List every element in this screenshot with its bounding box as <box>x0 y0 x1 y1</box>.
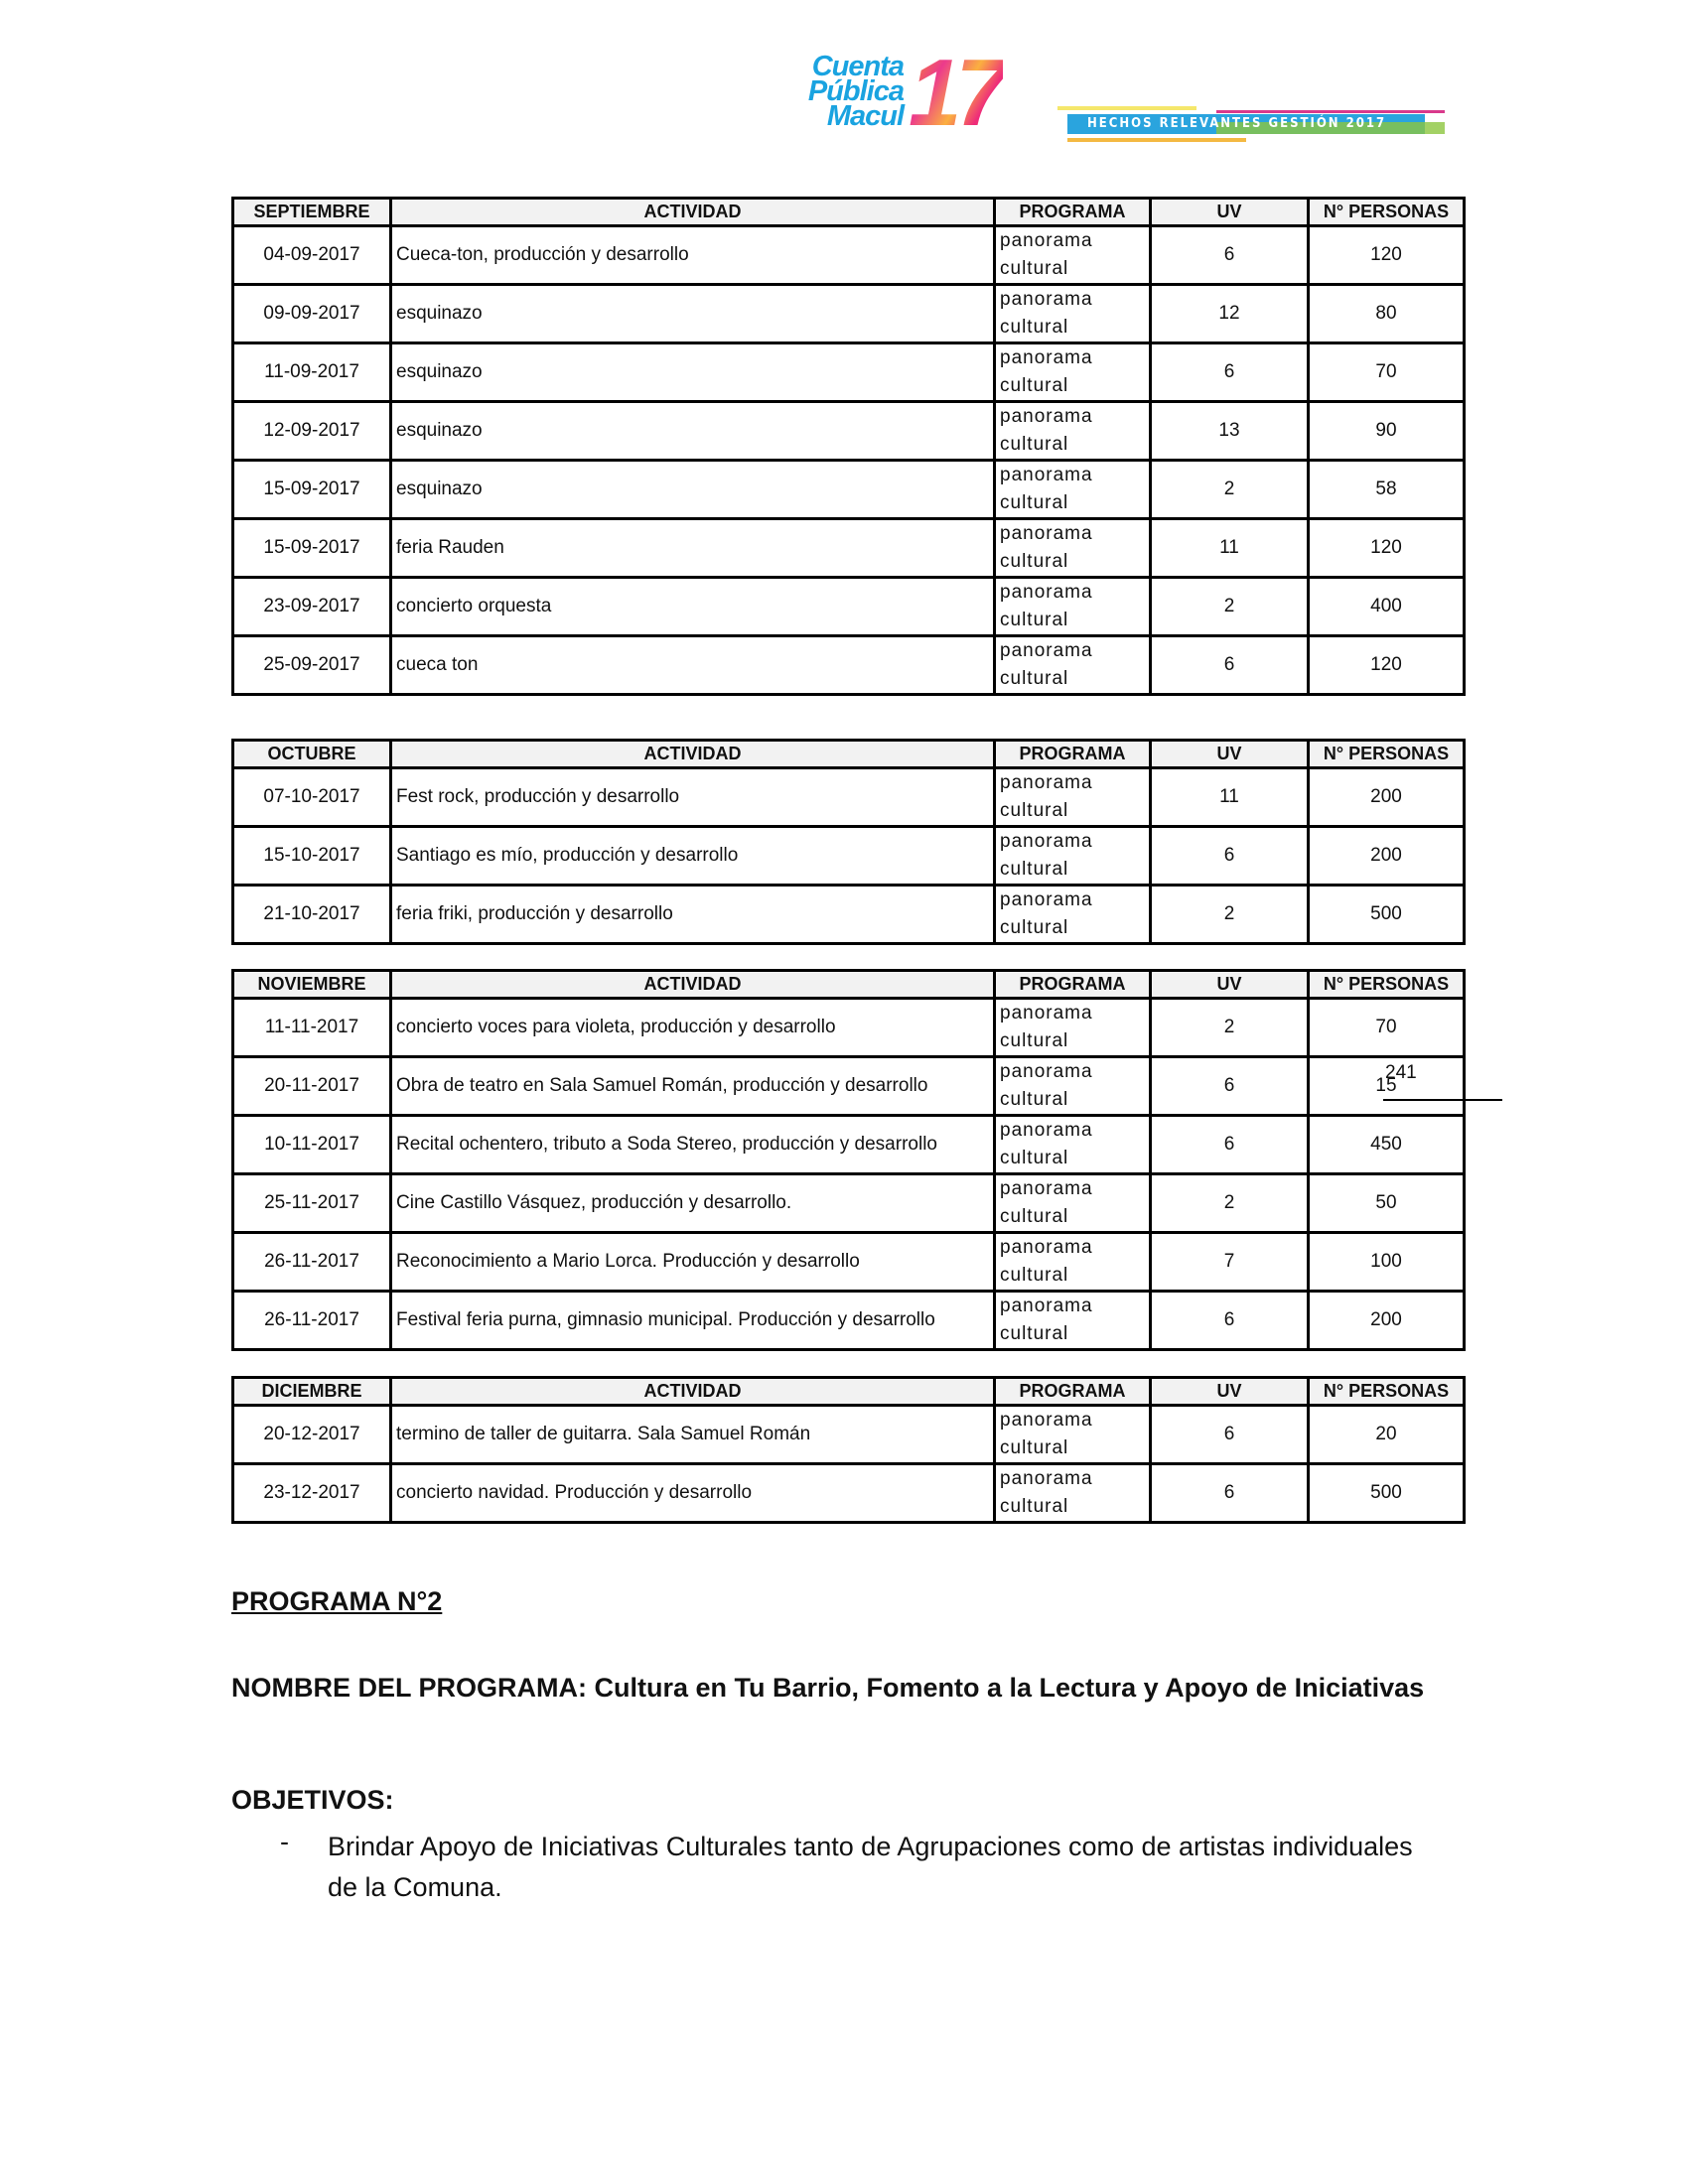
header-uv: UV <box>1151 741 1309 768</box>
cell-actividad: concierto navidad. Producción y desarrollo <box>391 1464 995 1523</box>
table-diciembre <box>231 1376 1466 1524</box>
cell-personas: 200 <box>1309 768 1465 827</box>
cell-programa: panorama cultural <box>1000 1178 1093 1227</box>
cell-personas: 200 <box>1309 1292 1465 1350</box>
cell-actividad: esquinazo <box>391 461 995 519</box>
table-row <box>233 1116 1465 1174</box>
cell-uv: 13 <box>1151 402 1309 461</box>
cell-uv: 6 <box>1151 1292 1309 1350</box>
programa-heading: PROGRAMA N°2 <box>231 1586 443 1616</box>
table-row <box>233 1464 1465 1523</box>
cell-uv: 6 <box>1151 226 1309 285</box>
cell-uv: 2 <box>1151 461 1309 519</box>
cell-actividad: feria friki, producción y desarrollo <box>391 886 995 944</box>
cell-personas: 58 <box>1309 461 1465 519</box>
cell-fecha: 07-10-2017 <box>233 768 391 827</box>
cell-fecha: 20-11-2017 <box>233 1057 391 1116</box>
table-row <box>233 999 1465 1057</box>
table-row <box>233 402 1465 461</box>
table-noviembre <box>231 969 1466 1351</box>
programa-nombre: NOMBRE DEL PROGRAMA: Cultura en Tu Barrio, Fomento a la Lectura y Apoyo de Iniciativas <box>231 1673 1425 1703</box>
cell-actividad: termino de taller de guitarra. Sala Samuel Román <box>391 1406 995 1464</box>
table-row <box>233 1406 1465 1464</box>
cell-uv: 2 <box>1151 1174 1309 1233</box>
cell-programa: panorama cultural <box>1000 1061 1093 1110</box>
cell-actividad: Cueca-ton, producción y desarrollo <box>391 226 995 285</box>
cell-fecha: 10-11-2017 <box>233 1116 391 1174</box>
banner-stripe <box>1216 110 1445 113</box>
table-row <box>233 1174 1465 1233</box>
header-personas: N° PERSONAS <box>1309 199 1465 226</box>
cell-actividad: esquinazo <box>391 402 995 461</box>
cell-fecha: 15-09-2017 <box>233 519 391 578</box>
cell-actividad: Obra de teatro en Sala Samuel Román, producción y desarrollo <box>391 1057 995 1116</box>
cell-fecha: 12-09-2017 <box>233 402 391 461</box>
cell-actividad: esquinazo <box>391 343 995 402</box>
logo-wordmark <box>774 51 904 132</box>
cell-personas: 70 <box>1309 999 1465 1057</box>
logo-line-2: Pública <box>807 75 904 107</box>
objetivo-bullet: - <box>280 1827 289 1856</box>
cell-actividad: Recital ochentero, tributo a Soda Stereo, producción y desarrollo <box>391 1116 995 1174</box>
cell-actividad: Santiago es mío, producción y desarrollo <box>391 827 995 886</box>
cell-fecha: 23-12-2017 <box>233 1464 391 1523</box>
cell-actividad: Reconocimiento a Mario Lorca. Producción y desarrollo <box>391 1233 995 1292</box>
cell-programa: panorama cultural <box>1000 640 1093 689</box>
cell-personas: 120 <box>1309 519 1465 578</box>
header-programa: PROGRAMA <box>995 741 1151 768</box>
cell-personas: 80 <box>1309 285 1465 343</box>
table-row <box>233 519 1465 578</box>
header-uv: UV <box>1151 199 1309 226</box>
header-actividad: ACTIVIDAD <box>391 1378 995 1406</box>
cell-uv: 11 <box>1151 768 1309 827</box>
cell-programa: panorama cultural <box>1000 582 1093 630</box>
cell-personas: 15 <box>1309 1057 1465 1116</box>
cell-fecha: 23-09-2017 <box>233 578 391 636</box>
cell-uv: 7 <box>1151 1233 1309 1292</box>
cell-fecha: 09-09-2017 <box>233 285 391 343</box>
header-actividad: ACTIVIDAD <box>391 199 995 226</box>
objetivos-heading: OBJETIVOS: <box>231 1785 394 1815</box>
logo-line-3: Macul <box>826 100 904 132</box>
table-octubre <box>231 739 1466 945</box>
cell-programa: panorama cultural <box>1000 1003 1093 1051</box>
header-uv: UV <box>1151 1378 1309 1406</box>
cell-programa: panorama cultural <box>1000 406 1093 455</box>
table-septiembre <box>231 197 1466 696</box>
cell-personas: 500 <box>1309 1464 1465 1523</box>
table-row <box>233 1057 1465 1116</box>
header-logo <box>774 40 1430 146</box>
cell-fecha: 25-11-2017 <box>233 1174 391 1233</box>
header-actividad: ACTIVIDAD <box>391 971 995 999</box>
cell-personas: 400 <box>1309 578 1465 636</box>
cell-personas: 120 <box>1309 636 1465 695</box>
cell-uv: 6 <box>1151 1116 1309 1174</box>
table-header-row <box>233 741 1465 768</box>
cell-personas: 20 <box>1309 1406 1465 1464</box>
cell-programa: panorama cultural <box>1000 1468 1093 1517</box>
cell-fecha: 26-11-2017 <box>233 1292 391 1350</box>
cell-programa: panorama cultural <box>1000 289 1093 338</box>
header-personas: N° PERSONAS <box>1309 741 1465 768</box>
cell-uv: 11 <box>1151 519 1309 578</box>
cell-fecha: 11-09-2017 <box>233 343 391 402</box>
cell-uv: 6 <box>1151 636 1309 695</box>
cell-fecha: 11-11-2017 <box>233 999 391 1057</box>
header-personas: N° PERSONAS <box>1309 971 1465 999</box>
cell-actividad: concierto voces para violeta, producción y desarrollo <box>391 999 995 1057</box>
cell-programa: panorama cultural <box>1000 772 1093 821</box>
cell-programa: panorama cultural <box>1000 465 1093 513</box>
cell-programa: panorama cultural <box>1000 889 1093 938</box>
table-row <box>233 578 1465 636</box>
table-row <box>233 827 1465 886</box>
cell-programa: panorama cultural <box>1000 347 1093 396</box>
table-row <box>233 1233 1465 1292</box>
cell-personas: 90 <box>1309 402 1465 461</box>
logo-line-1: Cuenta <box>811 51 904 82</box>
cell-uv: 2 <box>1151 999 1309 1057</box>
table-row <box>233 636 1465 695</box>
cell-personas: 500 <box>1309 886 1465 944</box>
cell-fecha: 15-10-2017 <box>233 827 391 886</box>
header-uv: UV <box>1151 971 1309 999</box>
table-row <box>233 768 1465 827</box>
cell-actividad: concierto orquesta <box>391 578 995 636</box>
table-row <box>233 285 1465 343</box>
table-row <box>233 1292 1465 1350</box>
banner-stripe <box>1057 106 1196 110</box>
logo-year: 17 <box>909 40 1003 146</box>
header-programa: PROGRAMA <box>995 199 1151 226</box>
table-row <box>233 461 1465 519</box>
header-banner <box>1057 104 1445 144</box>
cell-personas: 70 <box>1309 343 1465 402</box>
cell-programa: panorama cultural <box>1000 1410 1093 1458</box>
header-actividad: ACTIVIDAD <box>391 741 995 768</box>
table-row <box>233 343 1465 402</box>
cell-uv: 6 <box>1151 343 1309 402</box>
cell-personas: 200 <box>1309 827 1465 886</box>
cell-programa: panorama cultural <box>1000 1120 1093 1168</box>
cell-uv: 6 <box>1151 827 1309 886</box>
table-header-row <box>233 199 1465 226</box>
header-programa: PROGRAMA <box>995 971 1151 999</box>
header-month: DICIEMBRE <box>233 1378 391 1406</box>
header-month: NOVIEMBRE <box>233 971 391 999</box>
cell-uv: 6 <box>1151 1406 1309 1464</box>
cell-fecha: 21-10-2017 <box>233 886 391 944</box>
cell-fecha: 04-09-2017 <box>233 226 391 285</box>
cell-fecha: 26-11-2017 <box>233 1233 391 1292</box>
header-personas: N° PERSONAS <box>1309 1378 1465 1406</box>
header-month: OCTUBRE <box>233 741 391 768</box>
table-header-row <box>233 1378 1465 1406</box>
cell-personas: 120 <box>1309 226 1465 285</box>
cell-personas: 450 <box>1309 1116 1465 1174</box>
cell-actividad: esquinazo <box>391 285 995 343</box>
cell-personas: 100 <box>1309 1233 1465 1292</box>
header-month: SEPTIEMBRE <box>233 199 391 226</box>
cell-actividad: Cine Castillo Vásquez, producción y desarrollo. <box>391 1174 995 1233</box>
cell-fecha: 20-12-2017 <box>233 1406 391 1464</box>
page-number: 241 <box>1385 1062 1417 1083</box>
banner-stripe <box>1067 138 1246 142</box>
cell-uv: 6 <box>1151 1464 1309 1523</box>
cell-programa: panorama cultural <box>1000 1237 1093 1286</box>
cell-uv: 6 <box>1151 1057 1309 1116</box>
cell-programa: panorama cultural <box>1000 831 1093 880</box>
cell-personas: 50 <box>1309 1174 1465 1233</box>
cell-programa: panorama cultural <box>1000 1296 1093 1344</box>
table-header-row <box>233 971 1465 999</box>
header-programa: PROGRAMA <box>995 1378 1151 1406</box>
cell-actividad: feria Rauden <box>391 519 995 578</box>
cell-actividad: Festival feria purna, gimnasio municipal. Producción y desarrollo <box>391 1292 995 1350</box>
cell-actividad: Fest rock, producción y desarrollo <box>391 768 995 827</box>
table-row <box>233 226 1465 285</box>
cell-uv: 2 <box>1151 886 1309 944</box>
cell-uv: 2 <box>1151 578 1309 636</box>
page-number-rule <box>1383 1099 1502 1101</box>
cell-actividad: cueca ton <box>391 636 995 695</box>
cell-uv: 12 <box>1151 285 1309 343</box>
objetivo-text: Brindar Apoyo de Iniciativas Culturales tanto de Agrupaciones como de artistas individuales de la Comuna. <box>328 1832 1413 1902</box>
table-row <box>233 886 1465 944</box>
banner-label: HECHOS RELEVANTES GESTIÓN 2017 <box>1087 116 1387 131</box>
cell-fecha: 15-09-2017 <box>233 461 391 519</box>
cell-programa: panorama cultural <box>1000 523 1093 572</box>
cell-fecha: 25-09-2017 <box>233 636 391 695</box>
cell-programa: panorama cultural <box>1000 230 1093 279</box>
